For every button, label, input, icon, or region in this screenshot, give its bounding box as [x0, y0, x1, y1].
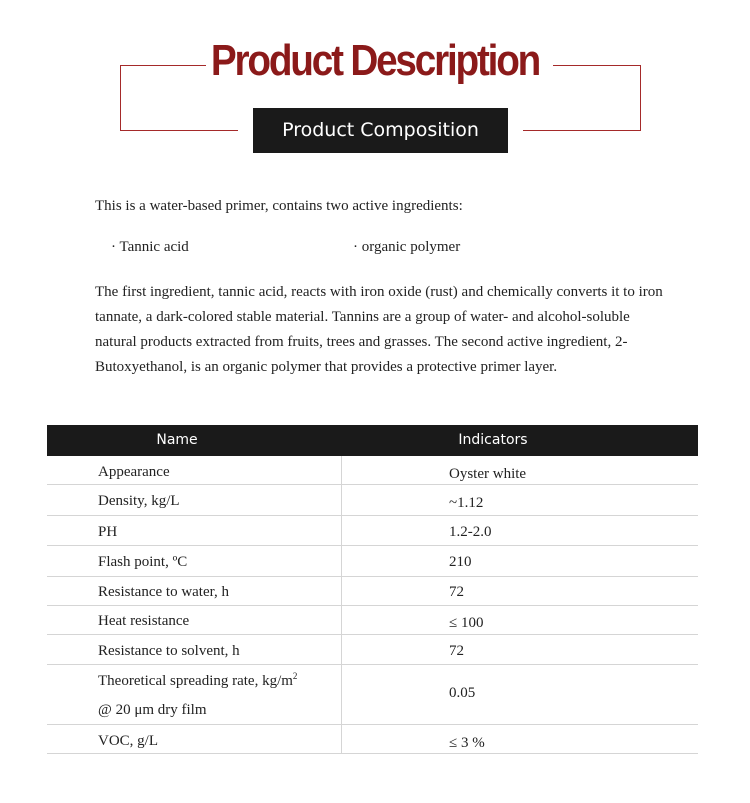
table-cell-name: Flash point, ºC [98, 554, 188, 570]
frame-line-top-left [120, 65, 206, 66]
table-cell-name: PH [98, 524, 118, 540]
row-divider [47, 753, 698, 754]
column-header-name: Name [156, 432, 198, 448]
ingredient-item: · organic polymer [353, 239, 461, 255]
table-cell-name: Resistance to solvent, h [98, 643, 240, 659]
description-paragraph: The first ingredient, tannic acid, reacts with iron oxide (rust) and chemically converts it to iron tannate, a dark-colored stable material. Tannins are a group of water- and alcohol-soluble natural products extracted from fruits, trees and grasses. The second active ingredient, 2- Butoxyethanol, is an organic polymer that provides a protective primer layer. [95, 284, 663, 375]
row-divider [47, 724, 698, 725]
row-divider [47, 545, 698, 546]
table-cell-name-line2: @ 20 μm dry film [98, 702, 207, 718]
table-cell-value: Oyster white [449, 466, 527, 482]
table-header [47, 425, 698, 456]
table-cell-value: 1.2-2.0 [449, 524, 492, 540]
row-divider [47, 484, 698, 485]
intro-text: This is a water-based primer, contains two active ingredients: [95, 198, 463, 214]
table-cell-name: Heat resistance [98, 613, 190, 629]
table-cell-name: Appearance [98, 464, 170, 480]
table-cell-name: Density, kg/L [98, 493, 180, 509]
table-cell-value: ~1.12 [449, 495, 484, 511]
page-title: Product Description [210, 36, 540, 85]
ingredient-item: · Tannic acid [111, 239, 189, 255]
row-divider [47, 515, 698, 516]
table-cell-value: ≤ 3 % [449, 735, 485, 751]
column-header-indicators: Indicators [458, 432, 528, 448]
table-cell-name-text: Theoretical spreading rate, kg/m [98, 673, 293, 689]
table-cell-name: Resistance to water, h [98, 584, 230, 600]
table-cell-value: ≤ 100 [449, 615, 484, 631]
row-divider [47, 605, 698, 606]
frame-line-right [640, 65, 641, 130]
table-cell-value: 72 [449, 584, 464, 600]
row-divider [47, 576, 698, 577]
frame-line-bottom-right [523, 130, 641, 131]
row-divider [47, 664, 698, 665]
frame-line-left [120, 65, 121, 130]
frame-line-top-right [553, 65, 641, 66]
table-cell-value: 210 [449, 554, 472, 570]
table-cell-value: 72 [449, 643, 464, 659]
row-divider [47, 634, 698, 635]
section-subtitle: Product Composition [253, 108, 508, 153]
table-cell-name: VOC, g/L [98, 733, 158, 749]
superscript: 2 [292, 671, 298, 681]
table-cell-name [98, 673, 297, 690]
table-cell-value: 0.05 [449, 685, 476, 701]
frame-line-bottom-left [120, 130, 238, 131]
